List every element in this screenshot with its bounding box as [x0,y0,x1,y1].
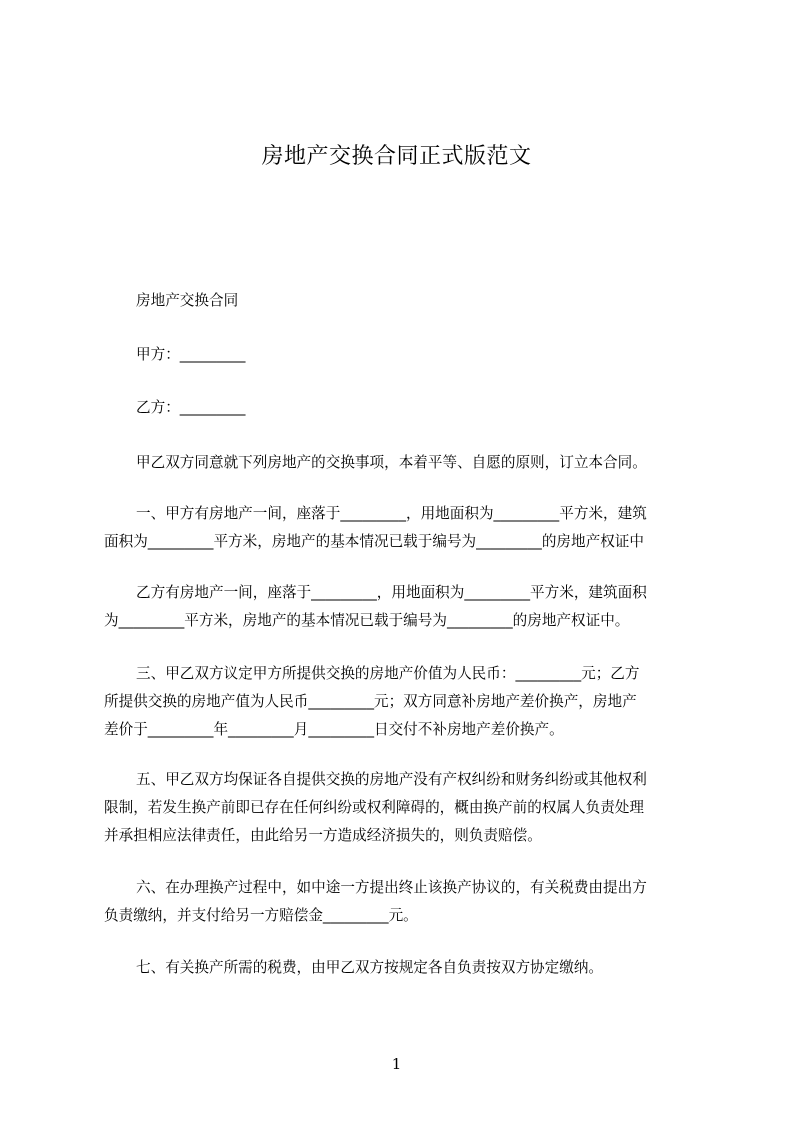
paragraph-clause-1 [104,500,704,556]
paragraph-contract-heading [104,287,704,315]
paragraph-clause-party-b-property [104,579,704,635]
paragraph-party-a [104,341,704,369]
paragraph-line: 一、甲方有房地产一间，座落于_________，用地面积为_________平方米，建筑 [136,505,647,522]
paragraph-line: 六、在办理换产过程中，如中途一方提出终止该换产协议的，有关税费由提出方 [136,879,647,896]
paragraph-line: 乙方有房地产一间，座落于_________，用地面积为_________平方米，建筑面积 [136,584,647,601]
paragraph-line: 并承担相应法律责任，由此给另一方造成经济损失的，则负责赔偿。 [104,827,542,844]
paragraph-clause-7 [104,954,704,982]
paragraph-clause-6 [104,874,704,930]
paragraph-line: 房地产交换合同 [136,292,239,309]
paragraph-line: 限制，若发生换产前即已存在任何纠纷或权利障碍的，概由换产前的权属人负责处理 [104,799,644,816]
document-title: 房地产交换合同正式版范文 [261,144,532,169]
paragraph-line: 五、甲乙双方均保证各自提供交换的房地产没有产权纠纷和财务纠纷或其他权利 [136,771,647,788]
paragraph-line: 面积为_________平方米，房地产的基本情况已载于编号为_________的房地产权证中 [104,533,644,550]
paragraph-line: 三、甲乙双方议定甲方所提供交换的房地产价值为人民币：_________元；乙方 [136,665,640,682]
paragraph-clause-3 [104,660,704,744]
paragraph-line: 为_________平方米，房地产的基本情况已载于编号为_________的房地产权证中。 [104,612,630,629]
paragraph-line: 甲乙双方同意就下列房地产的交换事项，本着平等、自愿的原则，订立本合同。 [136,454,647,471]
paragraph-line: 七、有关换产所需的税费，由甲乙双方按规定各自负责按双方协定缴纳。 [136,959,604,976]
paragraph-line: 乙方：_________ [136,399,246,416]
paragraph-party-b [104,394,704,422]
paragraph-agreement-intro [104,449,704,477]
page-number: 1 [391,1055,402,1073]
paragraph-line: 差价于_________年_________月_________日交付不补房地产差价换产。 [104,721,564,738]
paragraph-line: 甲方：_________ [136,346,246,363]
paragraph-line: 负责缴纳，并支付给另一方赔偿金_________元。 [104,907,418,924]
paragraph-clause-5 [104,766,704,850]
paragraph-line: 所提供交换的房地产值为人民币_________元；双方同意补房地产差价换产，房地产 [104,693,637,710]
